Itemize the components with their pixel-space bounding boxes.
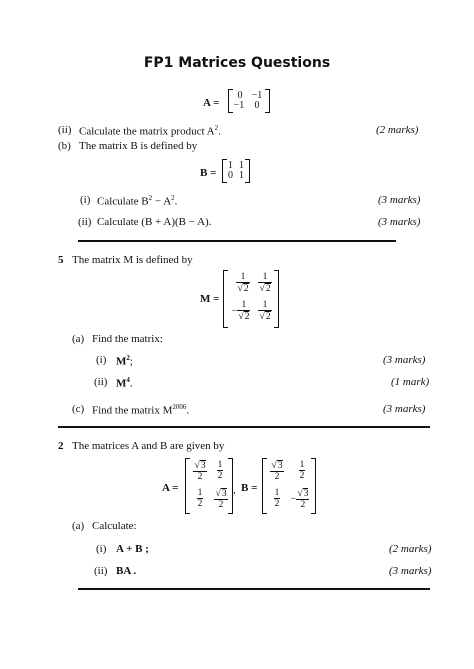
question-text: Find the matrix: [92,333,163,345]
matrix-b2-cell: $\frac{1}{2}$ [274,488,280,509]
matrix-a-cell: −1 [233,100,245,111]
question-number: 2 [58,440,64,452]
marks-label: (3 marks) [383,403,426,415]
divider [58,426,430,428]
marks-label: (3 marks) [389,565,432,577]
separator: , [233,484,236,496]
matrix-b2 [262,458,316,514]
matrix-a-cell: 0 [254,100,260,111]
question-number: (ii) [94,565,108,577]
question-number: (ii) [94,376,108,388]
matrix-m [223,270,279,328]
question-number: (i) [80,194,91,206]
matrix-b2-cell: $\frac{1}{2}$ [299,460,305,481]
question-number: (i) [96,354,107,366]
matrix-a-cell: 0 [237,90,243,101]
question-text: Calculate $B^2 - A^2$. [97,194,178,208]
question-text: Find the matrix $M^{2006}$. [92,403,190,417]
matrix-b-cell: 1 [239,160,244,171]
matrix-m-label: M = [200,293,220,305]
divider [78,588,430,590]
question-text: Calculate (B + A)(B − A). [97,216,212,228]
matrix-a-label: A = [203,97,220,109]
question-text: The matrix M is defined by [72,254,193,266]
marks-label: (1 mark) [391,376,430,388]
matrix-a [228,89,270,113]
marks-label: (2 marks) [376,124,419,136]
matrix-m-cell: $\frac{1}{√2}$ [259,300,271,322]
marks-label: (3 marks) [383,354,426,366]
question-number: (a) [72,333,85,345]
question-text: The matrices A and B are given by [72,440,225,452]
marks-label: (2 marks) [389,543,432,555]
matrix-b [222,159,250,183]
page-title: FP1 Matrices Questions [143,55,331,71]
question-text: Calculate the matrix product $A^2$. [79,124,221,138]
matrix-a2-cell: $\frac{1}{2}$ [217,460,223,481]
question-text: The matrix B is defined by [79,140,198,152]
question-text: BA . [116,565,137,577]
marks-label: (3 marks) [378,194,421,206]
question-number: 5 [58,254,64,266]
matrix-a2-cell: $\frac{√3}{2}$ [215,488,227,510]
matrix-b2-cell: $\frac{√3}{2}$ [271,460,283,482]
matrix-b2-cell: − $\frac{√3}{2}$ [290,488,309,510]
matrix-m-cell: $\frac{1}{√2}$ [259,272,271,294]
matrix-b-cell: 1 [239,170,244,181]
question-text: A + B ; [116,543,149,555]
matrix-a-cell: −1 [251,90,263,101]
matrix-b2-label: B = [241,482,258,494]
matrix-a2-cell: $\frac{1}{2}$ [197,488,203,509]
matrix-b-cell: 1 [228,160,233,171]
question-number: (c) [72,403,85,415]
matrix-a2-cell: $\frac{√3}{2}$ [194,460,206,482]
question-number: (i) [96,543,107,555]
question-text: $M^2$; [116,354,133,368]
matrix-a2 [185,458,233,514]
divider [78,240,396,242]
question-number: (ii) [78,216,92,228]
question-text: $M^4$. [116,376,133,390]
matrix-m-cell: $\frac{1}{√2}$ [237,272,249,294]
matrix-b-label: B = [200,167,217,179]
matrix-m-cell: − $\frac{1}{√2}$ [231,300,250,322]
question-number: (a) [72,520,85,532]
question-number: (ii) [58,124,72,136]
question-number: (b) [58,140,71,152]
matrix-a2-label: A = [162,482,179,494]
question-text: Calculate: [92,520,137,532]
marks-label: (3 marks) [378,216,421,228]
matrix-b-cell: 0 [228,170,233,181]
